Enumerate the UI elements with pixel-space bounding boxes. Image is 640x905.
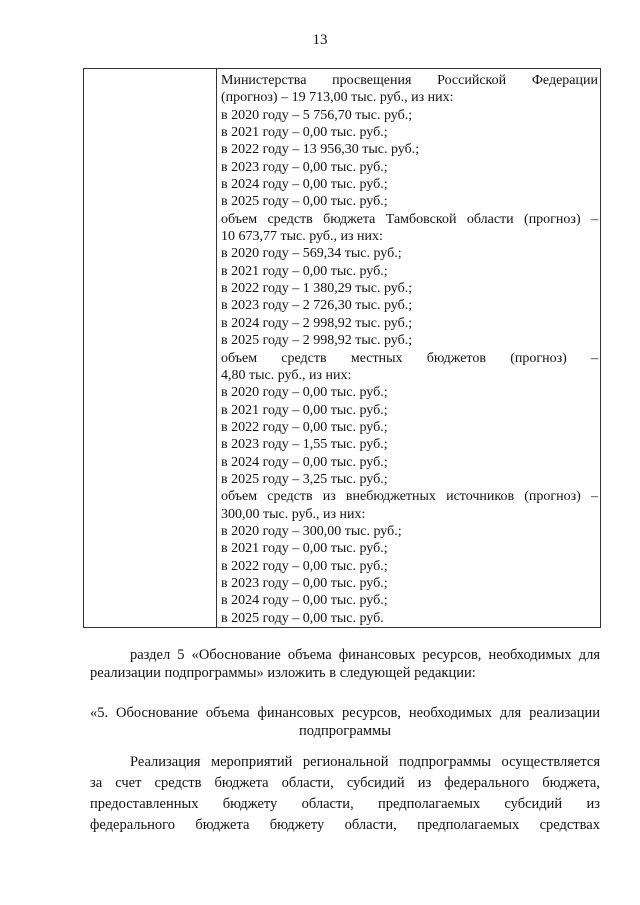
table-line: в 2023 году – 2 726,30 тыс. руб.; <box>221 298 413 314</box>
table-line: в 2025 году – 0,00 тыс. руб.; <box>221 194 388 210</box>
instruction-paragraph <box>90 646 600 682</box>
table-line: 4,80 тыс. руб., из них: <box>221 367 352 383</box>
table-line: объем средств местных бюджетов (прогноз) – <box>221 350 598 366</box>
table-line: Министерства просвещения Российской Федерации <box>221 73 598 88</box>
table-line: в 2024 году – 0,00 тыс. руб.; <box>221 454 388 470</box>
section-heading-line-2: подпрограммы <box>299 723 391 739</box>
table-line: в 2021 году – 0,00 тыс. руб.; <box>221 125 388 141</box>
table-line: в 2023 году – 1,55 тыс. руб.; <box>221 437 388 453</box>
table-line: (прогноз) – 19 713,00 тыс. руб., из них: <box>221 90 454 106</box>
table-line: в 2022 году – 1 380,29 тыс. руб.; <box>221 281 413 297</box>
table-right-cell <box>221 72 598 627</box>
table-line: в 2021 году – 0,00 тыс. руб.; <box>221 263 388 279</box>
table-line: 300,00 тыс. руб., из них: <box>221 506 366 522</box>
table-line: в 2020 году – 569,34 тыс. руб.; <box>221 246 402 262</box>
table-line: в 2022 году – 0,00 тыс. руб.; <box>221 558 388 574</box>
table-line: в 2020 году – 5 756,70 тыс. руб.; <box>221 107 413 123</box>
table-line: в 2025 году – 3,25 тыс. руб.; <box>221 471 388 487</box>
instruction-line-1: раздел 5 «Обоснование объема финансовых ресурсов, необходимых для <box>130 647 600 663</box>
body-paragraph <box>90 752 600 836</box>
body-line: федерального бюджета бюджету области, предполагаемых средствах <box>90 817 600 833</box>
table-line: в 2025 году – 0,00 тыс. руб. <box>221 610 384 626</box>
page-number: 13 <box>312 32 328 48</box>
table-line: в 2024 году – 2 998,92 тыс. руб.; <box>221 315 413 331</box>
table-line: в 2023 году – 0,00 тыс. руб.; <box>221 575 388 591</box>
table-line: в 2020 году – 0,00 тыс. руб.; <box>221 385 388 401</box>
table-line: в 2022 году – 13 956,30 тыс. руб.; <box>221 142 420 158</box>
table-line: в 2025 году – 2 998,92 тыс. руб.; <box>221 333 413 349</box>
financing-table <box>83 68 601 628</box>
table-line: в 2023 году – 0,00 тыс. руб.; <box>221 159 388 175</box>
table-line: в 2021 году – 0,00 тыс. руб.; <box>221 541 388 557</box>
instruction-line-2: реализации подпрограммы» изложить в следующей редакции: <box>90 665 476 681</box>
table-line: 10 673,77 тыс. руб., из них: <box>221 229 383 245</box>
body-line: предоставленных бюджету области, предполагаемых субсидий из <box>90 796 600 812</box>
table-line: в 2021 году – 0,00 тыс. руб.; <box>221 402 388 418</box>
section-heading <box>90 704 600 740</box>
table-line: в 2024 году – 0,00 тыс. руб.; <box>221 593 388 609</box>
body-line: за счет средств бюджета области, субсидий из федерального бюджета, <box>90 775 600 791</box>
table-line: в 2024 году – 0,00 тыс. руб.; <box>221 177 388 193</box>
table-line: объем средств бюджета Тамбовской области (прогноз) – <box>221 211 598 227</box>
section-heading-line-1: «5. Обоснование объема финансовых ресурсов, необходимых для реализации <box>90 705 600 721</box>
body-line: Реализация мероприятий региональной подпрограммы осуществляется <box>130 754 600 770</box>
table-column-separator <box>216 69 217 627</box>
table-line: объем средств из внебюджетных источников (прогноз) – <box>221 489 598 505</box>
table-line: в 2020 году – 300,00 тыс. руб.; <box>221 523 402 539</box>
table-line: в 2022 году – 0,00 тыс. руб.; <box>221 419 388 435</box>
